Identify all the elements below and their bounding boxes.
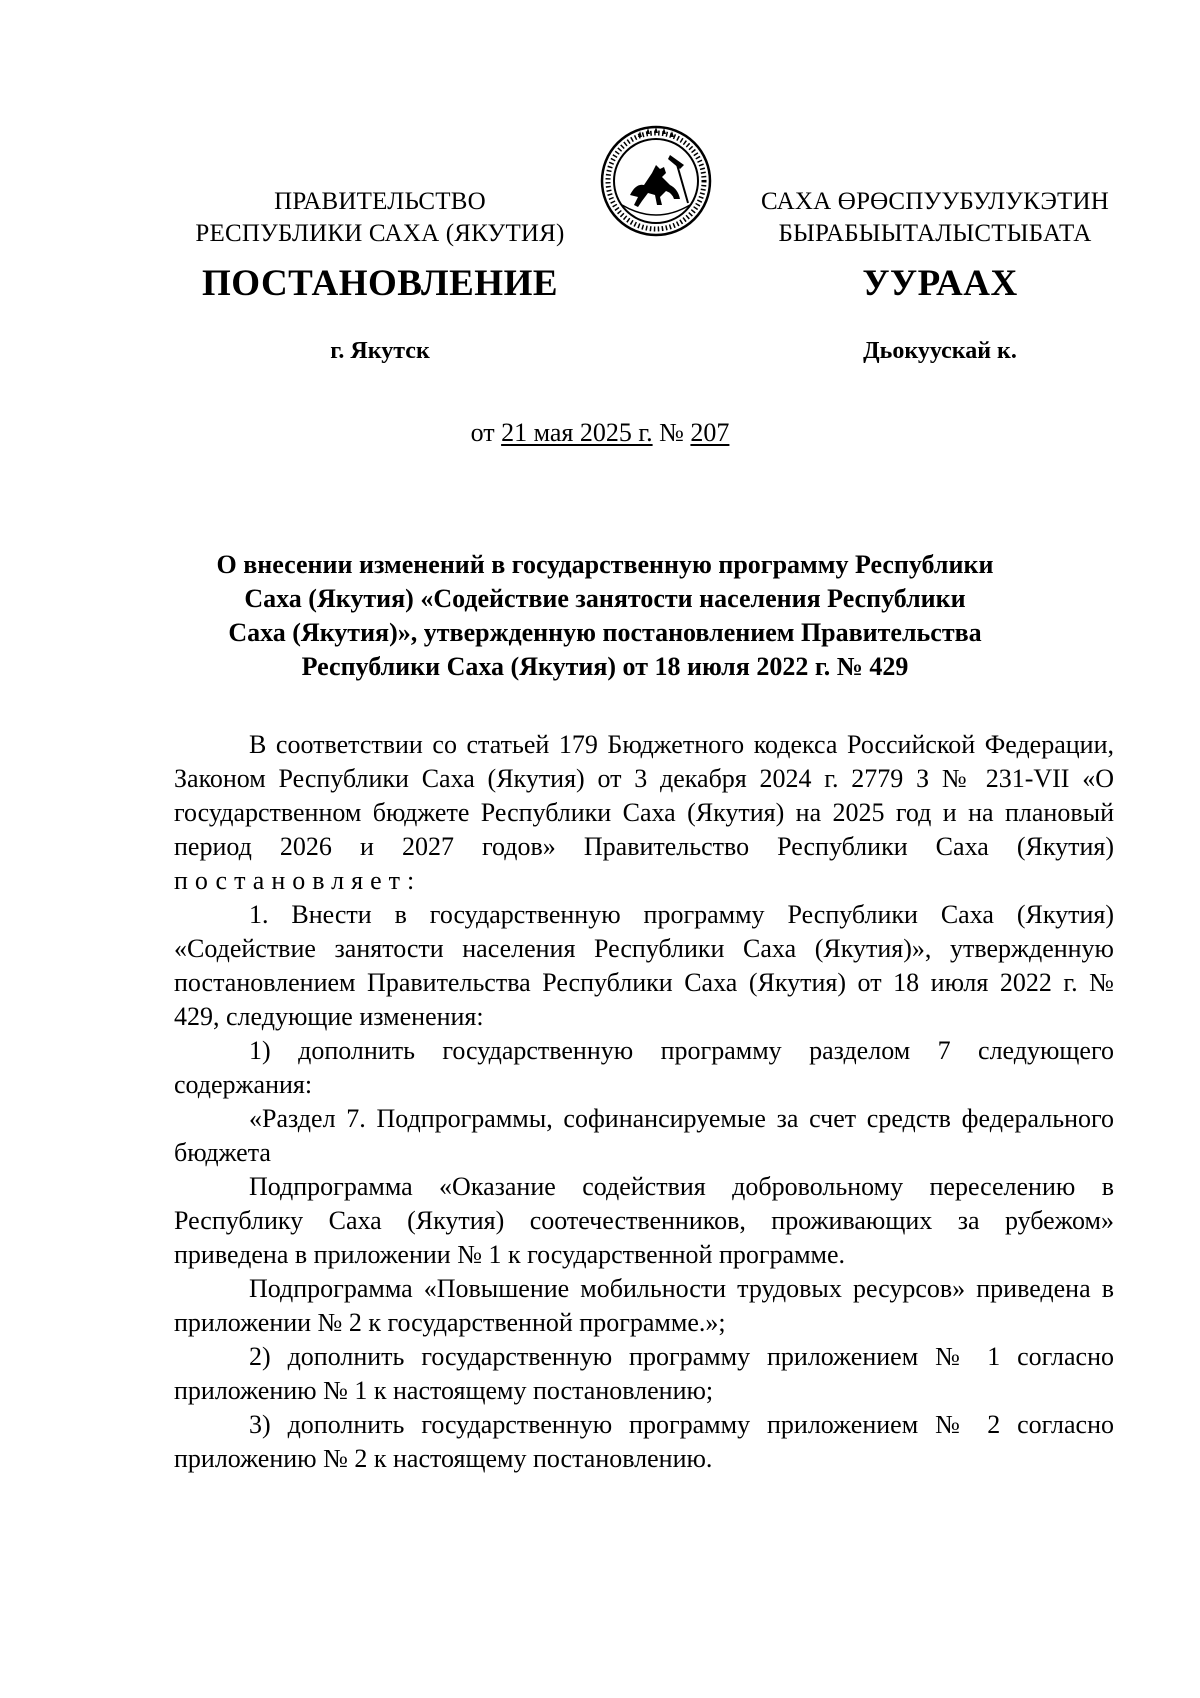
subject-line-1: О внесении изменений в государственную программу Республики — [216, 550, 994, 579]
document-date-number — [0, 418, 1200, 448]
paragraph-section-7: «Раздел 7. Подпрограммы, софинансируемые за счет средств федерального бюджета — [174, 1104, 1114, 1167]
paragraph-item-1: 1. Внести в государственную программу Республики Саха (Якутия) «Содействие занятости населения Республики Саха (Якутия)», утвержденную постановлением Правительства Республики Саха (Якутия) от 18 июля 2022 г. № 429, следующие изменения: — [174, 900, 1114, 1031]
document-type-yakut: УУРААХ — [862, 263, 1018, 304]
issuer-line-1-yakut: САХА ӨРӨСПУУБУЛУКЭТИН — [760, 188, 1110, 215]
date-prefix: от — [470, 418, 495, 447]
preamble-text: В соответствии со статьей 179 Бюджетного кодекса Российской Федерации, Законом Республики Саха (Якутия) от 3 декабря 2024 г. 2779 З № 231-VII «О государственном бюджете Республики Саха (Якутия) на 2025 год и на плановый период 2026 и 2027 годов» Правительство Республики Саха (Якутия) — [174, 730, 1114, 861]
paragraph-subitem-3: 3) дополнить государственную программу приложением № 2 согласно приложению № 2 к настоящему постановлению. — [174, 1410, 1114, 1473]
paragraph-subitem-2: 2) дополнить государственную программу приложением № 1 согласно приложению № 1 к настоящему постановлению; — [174, 1342, 1114, 1405]
document-date: 21 мая 2025 г. — [501, 418, 653, 447]
city-yakut: Дьокуускай к. — [863, 338, 1017, 364]
issuer-line-2-yakut: БЫРАБЫЫТАЛЫСТЫБАТА — [778, 220, 1092, 247]
number-sign: № — [659, 418, 684, 447]
emblem-icon — [600, 125, 712, 237]
issuer-line-1: ПРАВИТЕЛЬСТВО — [274, 188, 486, 215]
issuer-name-yakut — [725, 186, 1145, 250]
issuer-name-russian — [170, 186, 590, 250]
paragraph-subprogram-2: Подпрограмма «Повышение мобильности трудовых ресурсов» приведена в приложении № 2 к государственной программе.»; — [174, 1274, 1114, 1337]
resolves-word: постановляет: — [174, 866, 422, 895]
issuer-line-2: РЕСПУБЛИКИ САХА (ЯКУТИЯ) — [195, 220, 565, 247]
paragraph-subitem-1: 1) дополнить государственную программу разделом 7 следующего содержания: — [174, 1036, 1114, 1099]
document-type-russian: ПОСТАНОВЛЕНИЕ — [201, 263, 559, 304]
document-body — [174, 728, 1114, 1476]
paragraph-preamble — [174, 728, 1114, 898]
subject-line-4: Республики Саха (Якутия) от 18 июля 2022 г. № 429 — [301, 652, 909, 681]
city-russian: г. Якутск — [330, 338, 430, 364]
subject-line-2: Саха (Якутия) «Содействие занятости населения Республики — [244, 584, 966, 613]
paragraph-subprogram-1: Подпрограмма «Оказание содействия добровольному переселению в Республику Саха (Якутия) соотечественников, проживающих за рубежом» приведена в приложении № 1 к государственной программе. — [174, 1172, 1114, 1269]
document-subject — [170, 548, 1040, 684]
document-number: 207 — [690, 418, 730, 447]
subject-line-3: Саха (Якутия)», утвержденную постановлением Правительства — [228, 618, 982, 647]
